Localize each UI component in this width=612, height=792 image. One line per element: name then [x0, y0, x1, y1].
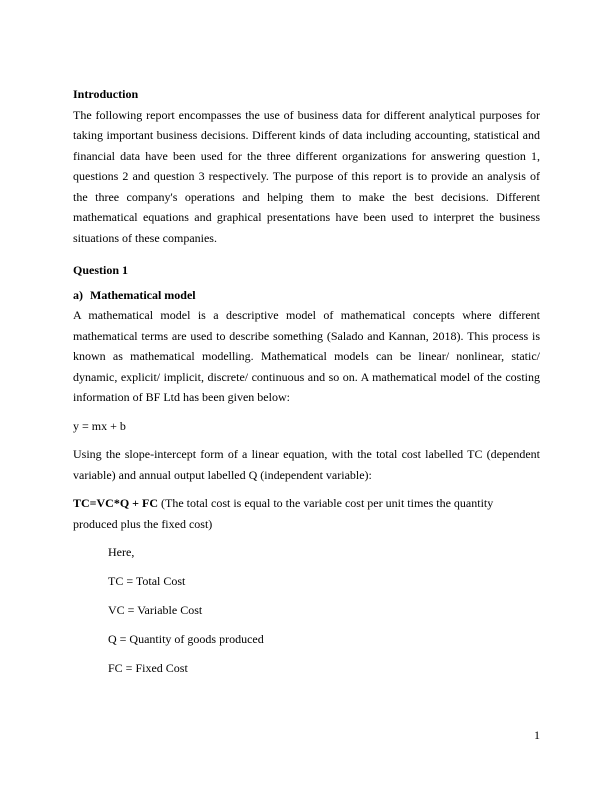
subsection-marker: a)	[73, 287, 83, 302]
page-content	[73, 84, 540, 687]
subsection-heading	[73, 285, 540, 306]
mathematical-model-paragraph: A mathematical model is a descriptive model of mathematical concepts where different mathematical terms are used to describe something (Salado and Kannan, 2018). This process is known as mathematical modelling. Mathematical models can be linear/ nonlinear, static/ dynamic, explicit/ implicit, discrete/ continuous and so on. A mathematical model of the costing information of BF Ltd has been given below:	[73, 308, 540, 404]
formula-explanation: (The total cost is equal to the variable cost per unit times the quantity produced plus the fixed cost)	[73, 496, 494, 531]
page-number: 1	[534, 728, 540, 742]
definition-item: FC = Fixed Cost	[108, 661, 188, 675]
here-label: Here,	[108, 545, 135, 559]
definition-item: Q = Quantity of goods produced	[108, 632, 264, 646]
definition-item: TC = Total Cost	[108, 574, 186, 588]
slope-intercept-paragraph: Using the slope-intercept form of a linear equation, with the total cost labelled TC (dependent variable) and annual output labelled Q (independent variable):	[73, 447, 540, 482]
subsection-title: Mathematical model	[90, 287, 196, 302]
linear-equation: y = mx + b	[73, 418, 126, 433]
definitions-list	[73, 542, 540, 679]
question-1-heading: Question 1	[73, 263, 129, 277]
definition-item: VC = Variable Cost	[108, 603, 203, 617]
total-cost-formula	[73, 493, 540, 534]
introduction-paragraph: The following report encompasses the use of business data for different analytical purposes for taking important business decisions. Different kinds of data including accounting, statistical and financial data have been used for the three different organizations for answering question 1, questions 2 and question 3 respectively. The purpose of this report is to provide an analysis of the three company's operations and helping them to make the best decisions. Different mathematical equations and graphical presentations have been used to interpret the business situations of these companies.	[73, 107, 540, 245]
formula-bold: TC=VC*Q + FC	[73, 496, 159, 510]
introduction-heading: Introduction	[73, 87, 139, 101]
